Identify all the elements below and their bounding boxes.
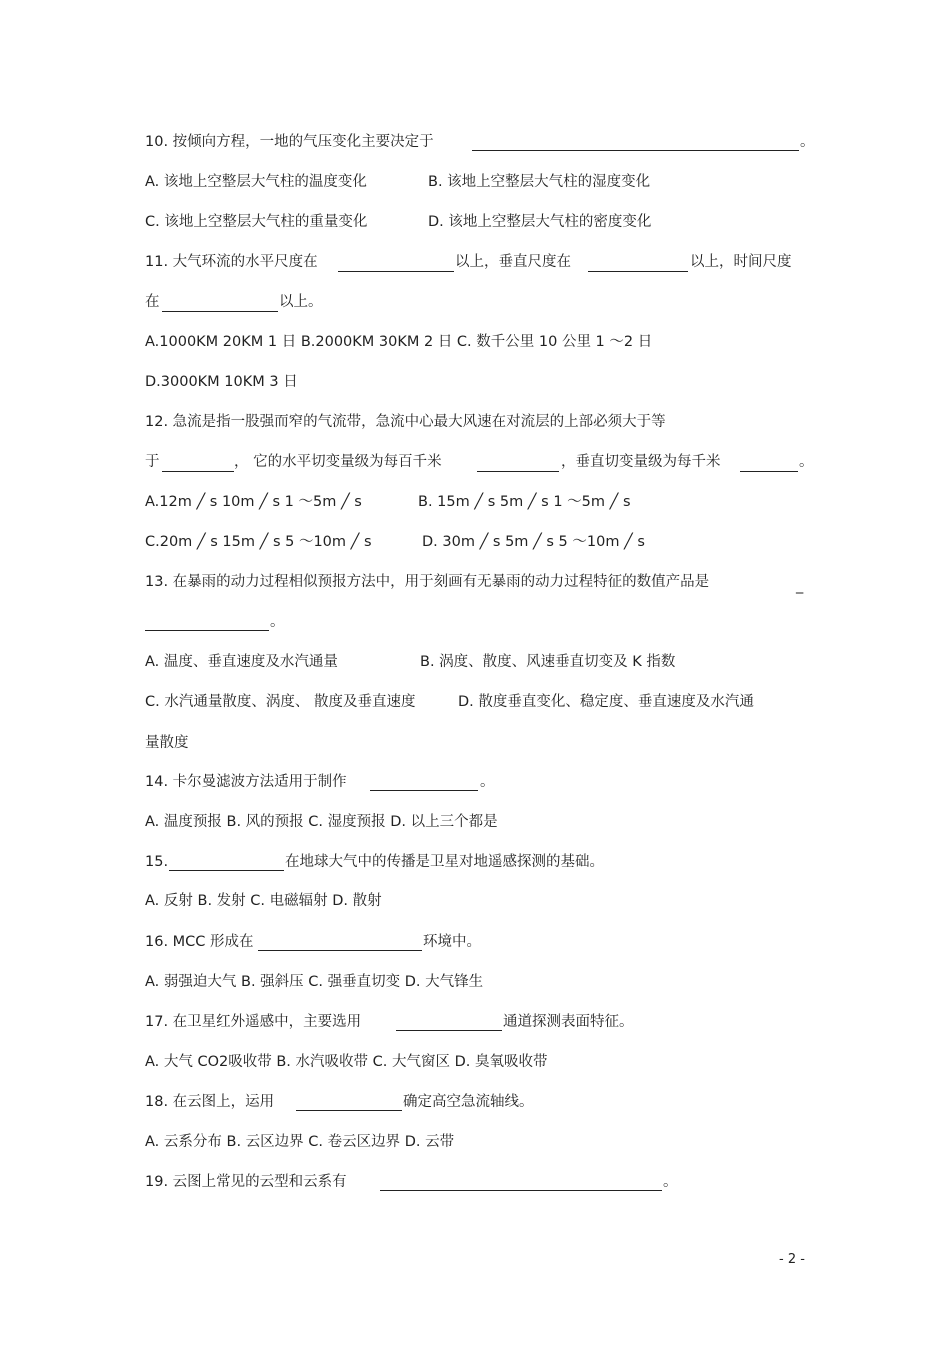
q13-dash: _ bbox=[796, 578, 804, 594]
q18-stem: 18. 在云图上，运用 bbox=[145, 1094, 275, 1110]
q13-end: 。 bbox=[270, 614, 285, 630]
q15-stem: 在地球大气中的传播是卫星对地遥感探测的基础。 bbox=[285, 854, 604, 870]
q12-blank-horizontal-shear[interactable] bbox=[477, 471, 559, 472]
q14-end: 。 bbox=[480, 774, 495, 790]
q11-blank-time[interactable] bbox=[162, 311, 278, 312]
q13-option-b: B. 涡度、散度、风速垂直切变及 K 指数 bbox=[420, 654, 676, 670]
q14-answer-blank[interactable] bbox=[370, 790, 478, 791]
q11-stem-part5: 以上。 bbox=[279, 294, 323, 310]
q14-options: A. 温度预报 B. 风的预报 C. 湿度预报 D. 以上三个都是 bbox=[145, 814, 498, 830]
q19-stem: 19. 云图上常见的云型和云系有 bbox=[145, 1174, 347, 1190]
q13-answer-blank[interactable] bbox=[145, 630, 269, 631]
q10-option-d: D. 该地上空整层大气柱的密度变化 bbox=[428, 214, 652, 230]
q12-stem-part1: 12. 急流是指一股强而窄的气流带，急流中心最大风速在对流层的上部必须大于等 bbox=[145, 414, 666, 430]
q12-option-d: D. 30m ╱ s 5m ╱ s 5 ～10m ╱ s bbox=[422, 534, 645, 550]
q18-options: A. 云系分布 B. 云区边界 C. 卷云区边界 D. 云带 bbox=[145, 1134, 455, 1150]
q16-stem: 16. MCC 形成在 bbox=[145, 934, 254, 950]
q11-stem-part4: 在 bbox=[145, 294, 160, 310]
q16-answer-blank[interactable] bbox=[258, 950, 422, 951]
q10-option-a: A. 该地上空整层大气柱的温度变化 bbox=[145, 174, 367, 190]
q15-answer-blank[interactable] bbox=[169, 870, 284, 871]
q12-option-a: A.12m ╱ s 10m ╱ s 1 ～5m ╱ s bbox=[145, 494, 362, 510]
q11-options-row2: D.3000KM 10KM 3 日 bbox=[145, 374, 298, 390]
q13-option-d: D. 散度垂直变化、稳定度、垂直速度及水汽通 bbox=[458, 694, 754, 710]
q18-end: 确定高空急流轴线。 bbox=[403, 1094, 534, 1110]
q17-stem: 17. 在卫星红外遥感中，主要选用 bbox=[145, 1014, 362, 1030]
q12-stem-part2: 于 bbox=[145, 454, 160, 470]
q13-option-a: A. 温度、垂直速度及水汽通量 bbox=[145, 654, 338, 670]
q12-blank-speed[interactable] bbox=[162, 471, 234, 472]
q13-option-d-continued: 量散度 bbox=[145, 735, 189, 751]
q11-options-row1: A.1000KM 20KM 1 日 B.2000KM 30KM 2 日 C. 数千公里 10 公里 1 ～2 日 bbox=[145, 334, 653, 350]
q17-answer-blank[interactable] bbox=[396, 1030, 502, 1031]
q11-blank-horizontal[interactable] bbox=[338, 271, 454, 272]
q12-stem-part4: ，垂直切变量级为每千米 bbox=[561, 454, 721, 470]
q12-stem-part5: 。 bbox=[799, 454, 814, 470]
q19-end: 。 bbox=[663, 1174, 678, 1190]
q10-end: 。 bbox=[800, 134, 815, 150]
q11-stem-part3: 以上，时间尺度 bbox=[690, 254, 792, 270]
q12-option-b: B. 15m ╱ s 5m ╱ s 1 ～5m ╱ s bbox=[418, 494, 631, 510]
q10-option-b: B. 该地上空整层大气柱的湿度变化 bbox=[428, 174, 651, 190]
q14-stem: 14. 卡尔曼滤波方法适用于制作 bbox=[145, 774, 347, 790]
q16-options: A. 弱强迫大气 B. 强斜压 C. 强垂直切变 D. 大气锋生 bbox=[145, 974, 484, 990]
q11-stem-part2: 以上，垂直尺度在 bbox=[455, 254, 571, 270]
q13-option-c: C. 水汽通量散度、涡度、 散度及垂直速度 bbox=[145, 694, 416, 710]
q16-end: 环境中。 bbox=[423, 934, 481, 950]
q10-option-c: C. 该地上空整层大气柱的重量变化 bbox=[145, 214, 368, 230]
q15-options: A. 反射 B. 发射 C. 电磁辐射 D. 散射 bbox=[145, 893, 382, 909]
q11-stem-part1: 11. 大气环流的水平尺度在 bbox=[145, 254, 318, 270]
q17-options: A. 大气 CO2吸收带 B. 水汽吸收带 C. 大气窗区 D. 臭氧吸收带 bbox=[145, 1054, 548, 1070]
q19-answer-blank[interactable] bbox=[380, 1190, 662, 1191]
q10-answer-blank[interactable] bbox=[472, 150, 799, 151]
q18-answer-blank[interactable] bbox=[296, 1110, 402, 1111]
q10-stem: 10. 按倾向方程，一地的气压变化主要决定于 bbox=[145, 134, 434, 150]
page-number: - 2 - bbox=[779, 1252, 805, 1267]
q15-number: 15. bbox=[145, 854, 169, 870]
q12-option-c: C.20m ╱ s 15m ╱ s 5 ～10m ╱ s bbox=[145, 534, 372, 550]
q11-blank-vertical[interactable] bbox=[588, 271, 688, 272]
q12-stem-part3: ， 它的水平切变量级为每百千米 bbox=[234, 454, 442, 470]
q12-blank-vertical-shear[interactable] bbox=[740, 471, 798, 472]
q17-end: 通道探测表面特征。 bbox=[503, 1014, 634, 1030]
q13-stem: 13. 在暴雨的动力过程相似预报方法中，用于刻画有无暴雨的动力过程特征的数值产品是 bbox=[145, 574, 710, 590]
